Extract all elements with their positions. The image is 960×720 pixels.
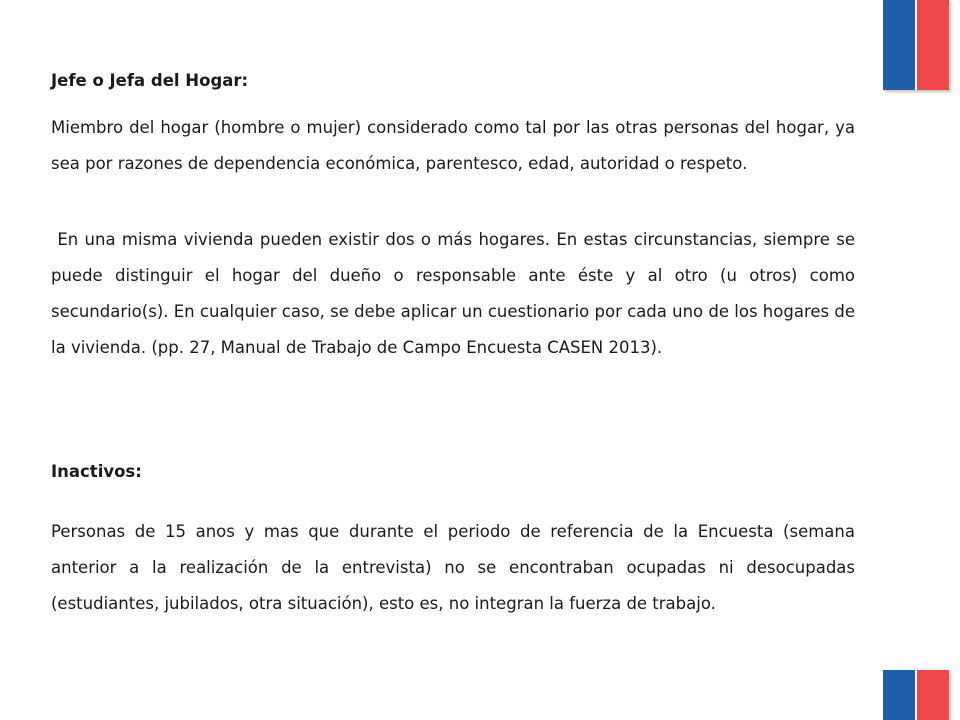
inactivos-definition: Personas de 15 anos y mas que durante el periodo de referencia de la Encuesta (semana anterior a la realización de la entrevista) no se encontraban ocupadas ni desocupadas (estudiantes, jubilados, otra situación), esto es, no integran la fuerza de trabajo.	[51, 522, 855, 613]
chile-flag-logo-bottom	[883, 670, 949, 720]
jefe-hogar-definition: Miembro del hogar (hombre o mujer) considerado como tal por las otras personas del hogar, ya sea por razones de dependencia económica, parentesco, edad, autoridad o respeto.	[51, 118, 855, 173]
flag-blue-stripe	[883, 670, 915, 720]
flag-red-stripe	[917, 670, 949, 720]
flag-red-stripe	[917, 0, 949, 90]
flag-blue-stripe	[883, 0, 915, 90]
jefe-hogar-heading: Jefe o Jefa del Hogar:	[51, 71, 249, 90]
multiple-households-note: En una misma vivienda pueden existir dos o más hogares. En estas circunstancias, siempre se puede distinguir el hogar del dueño o responsable ante éste y al otro (u otros) como secundario(s). En cualquier caso, se debe aplicar un cuestionario por cada uno de los hogares de la vivienda. (pp. 27, Manual de Trabajo de Campo Encuesta CASEN 2013).	[51, 230, 855, 357]
inactivos-heading: Inactivos:	[51, 462, 142, 481]
chile-flag-logo-top	[883, 0, 949, 90]
